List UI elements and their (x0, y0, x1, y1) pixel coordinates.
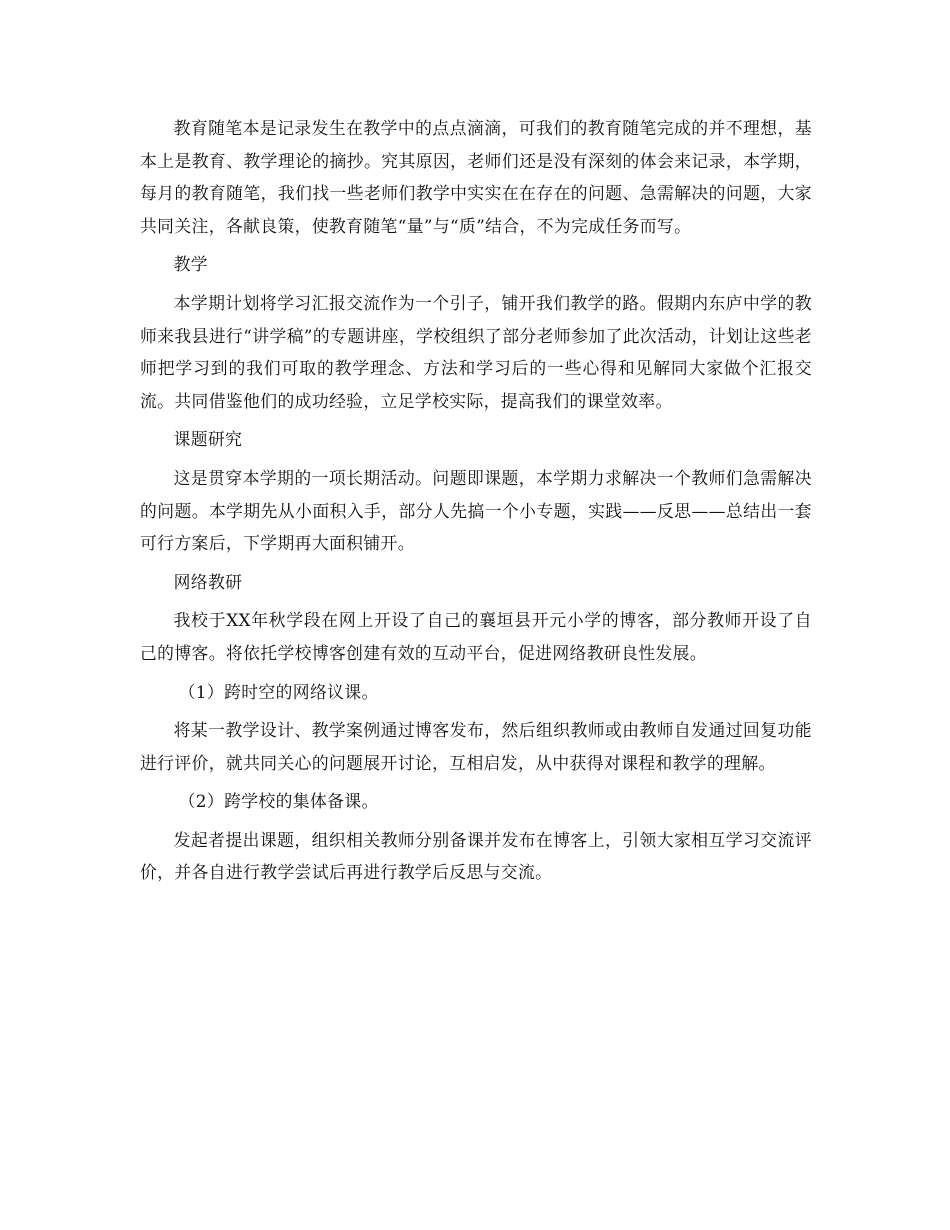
item-1-heading: （1）跨时空的网络议课。 (178, 681, 379, 702)
network-paragraph: 我校于XX年秋学段在网上开设了自己的襄垣县开元小学的博客，部分教师开设了自己的博客。将依托学校博客创建有效的互动平台，促进网络教研良性发展。 (140, 610, 812, 663)
teaching-paragraph: 本学期计划将学习汇报交流作为一个引子，铺开我们教学的路。假期内东庐中学的教师来我县进行“讲学稿”的专题讲座，学校组织了部分老师参加了此次活动，计划让这些老师把学习到的我们可取的教学理念、方法和学习后的一些心得和见解同大家做个汇报交流。共同借鉴他们的成功经验，立足学校实际，提高我们的课堂效率。 (140, 292, 812, 411)
document-body (140, 112, 812, 895)
item-2-heading: （2）跨学校的集体备课。 (178, 791, 379, 812)
research-paragraph: 这是贯穿本学期的一项长期活动。问题即课题，本学期力求解决一个教师们急需解决的问题。本学期先从小面积入手，部分人先搞一个小专题，实践——反思——总结出一套可行方案后，下学期再大面积铺开。 (140, 467, 812, 554)
section-heading-research: 课题研究 (173, 429, 243, 450)
item-1-paragraph: 将某一教学设计、教学案例通过博客发布，然后组织教师或由教师自发通过回复功能进行评价，就共同关心的问题展开讨论，互相启发，从中获得对课程和教学的理解。 (140, 720, 812, 773)
section-heading-network: 网络教研 (173, 571, 243, 592)
item-2-paragraph: 发起者提出课题，组织相关教师分别备课并发布在博客上，引领大家相互学习交流评价，并各自进行教学尝试后再进行教学后反思与交流。 (140, 829, 812, 883)
intro-paragraph: 教育随笔本是记录发生在教学中的点点滴滴，可我们的教育随笔完成的并不理想，基本上是教育、教学理论的摘抄。究其原因，老师们还是没有深刻的体会来记录，本学期，每月的教育随笔，我们找一些老师们教学中实实在在存在的问题、急需解决的问题，大家共同关注，各献良策，使教育随笔“量”与“质”结合，不为完成任务而写。 (140, 118, 812, 236)
section-heading-teaching: 教学 (173, 254, 208, 275)
